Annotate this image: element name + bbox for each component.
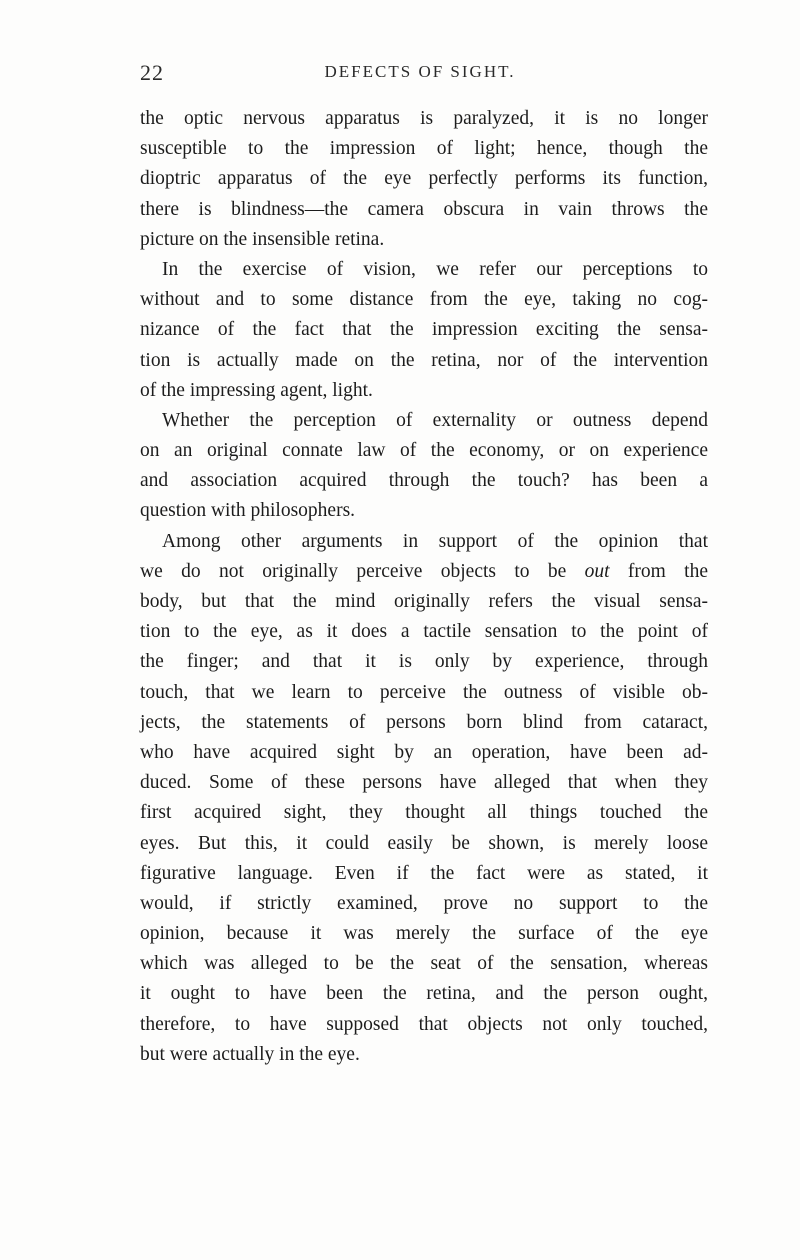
text-line: In the exercise of vision, we refer our perceptions to [162, 258, 708, 280]
italic-word: out [584, 560, 610, 582]
text-line: but were actually in the eye. [140, 1043, 360, 1065]
text-line: the finger; and that it is only by experience, through [140, 651, 708, 673]
text-line: and association acquired through the touch? has been a [140, 470, 708, 492]
text-line [140, 557, 708, 587]
text-line: Whether the perception of externality or outness depend [162, 409, 708, 431]
text-line: there is blindness—the camera obscura in vain throws the [140, 198, 708, 220]
text-line: tion to the eye, as it does a tactile sensation to the point of [140, 621, 708, 643]
text-line: who have acquired sight by an operation, have been ad- [140, 741, 708, 763]
text-line: susceptible to the impression of light; hence, though the [140, 138, 708, 160]
text-segment: from the [627, 560, 709, 582]
text-line: first acquired sight, they thought all things touched the [140, 802, 708, 824]
text-line: without and to some distance from the eye, taking no cog- [140, 289, 708, 311]
running-head [140, 60, 700, 90]
text-line: opinion, because it was merely the surface of the eye [140, 923, 708, 945]
text-line: duced. Some of these persons have alleged that when they [140, 772, 708, 794]
text-segment: we do not originally perceive objects to be [140, 560, 567, 582]
page-number: 22 [140, 60, 164, 85]
text-line: jects, the statements of persons born blind from cataract, [140, 711, 708, 733]
text-line: tion is actually made on the retina, nor of the intervention [140, 349, 708, 371]
text-line: of the impressing agent, light. [140, 379, 373, 401]
text-line: it ought to have been the retina, and the person ought, [140, 983, 708, 1005]
running-title: DEFECTS OF SIGHT. [324, 62, 516, 81]
text-line: the optic nervous apparatus is paralyzed, it is no longer [140, 108, 708, 129]
text-line: eyes. But this, it could easily be shown, is merely loose [140, 832, 708, 854]
text-line: which was alleged to be the seat of the sensation, whereas [140, 953, 708, 975]
text-line: Among other arguments in support of the opinion that [162, 530, 708, 552]
text-line: body, but that the mind originally refers the visual sensa- [140, 591, 708, 612]
text-line: would, if strictly examined, prove no support to the [140, 892, 708, 914]
text-line: on an original connate law of the economy, or on experience [140, 440, 708, 462]
text-line: therefore, to have supposed that objects not only touched, [140, 1013, 708, 1035]
text-line: question with philosophers. [140, 500, 356, 522]
text-line: nizance of the fact that the impression exciting the sensa- [140, 319, 708, 341]
text-line: figurative language. Even if the fact were as stated, it [140, 862, 708, 884]
text-line: touch, that we learn to perceive the outness of visible ob- [140, 681, 708, 703]
text-line: dioptric apparatus of the eye perfectly performs its function, [140, 168, 708, 190]
body-text [140, 104, 708, 1070]
text-line: picture on the insensible retina. [140, 228, 385, 250]
